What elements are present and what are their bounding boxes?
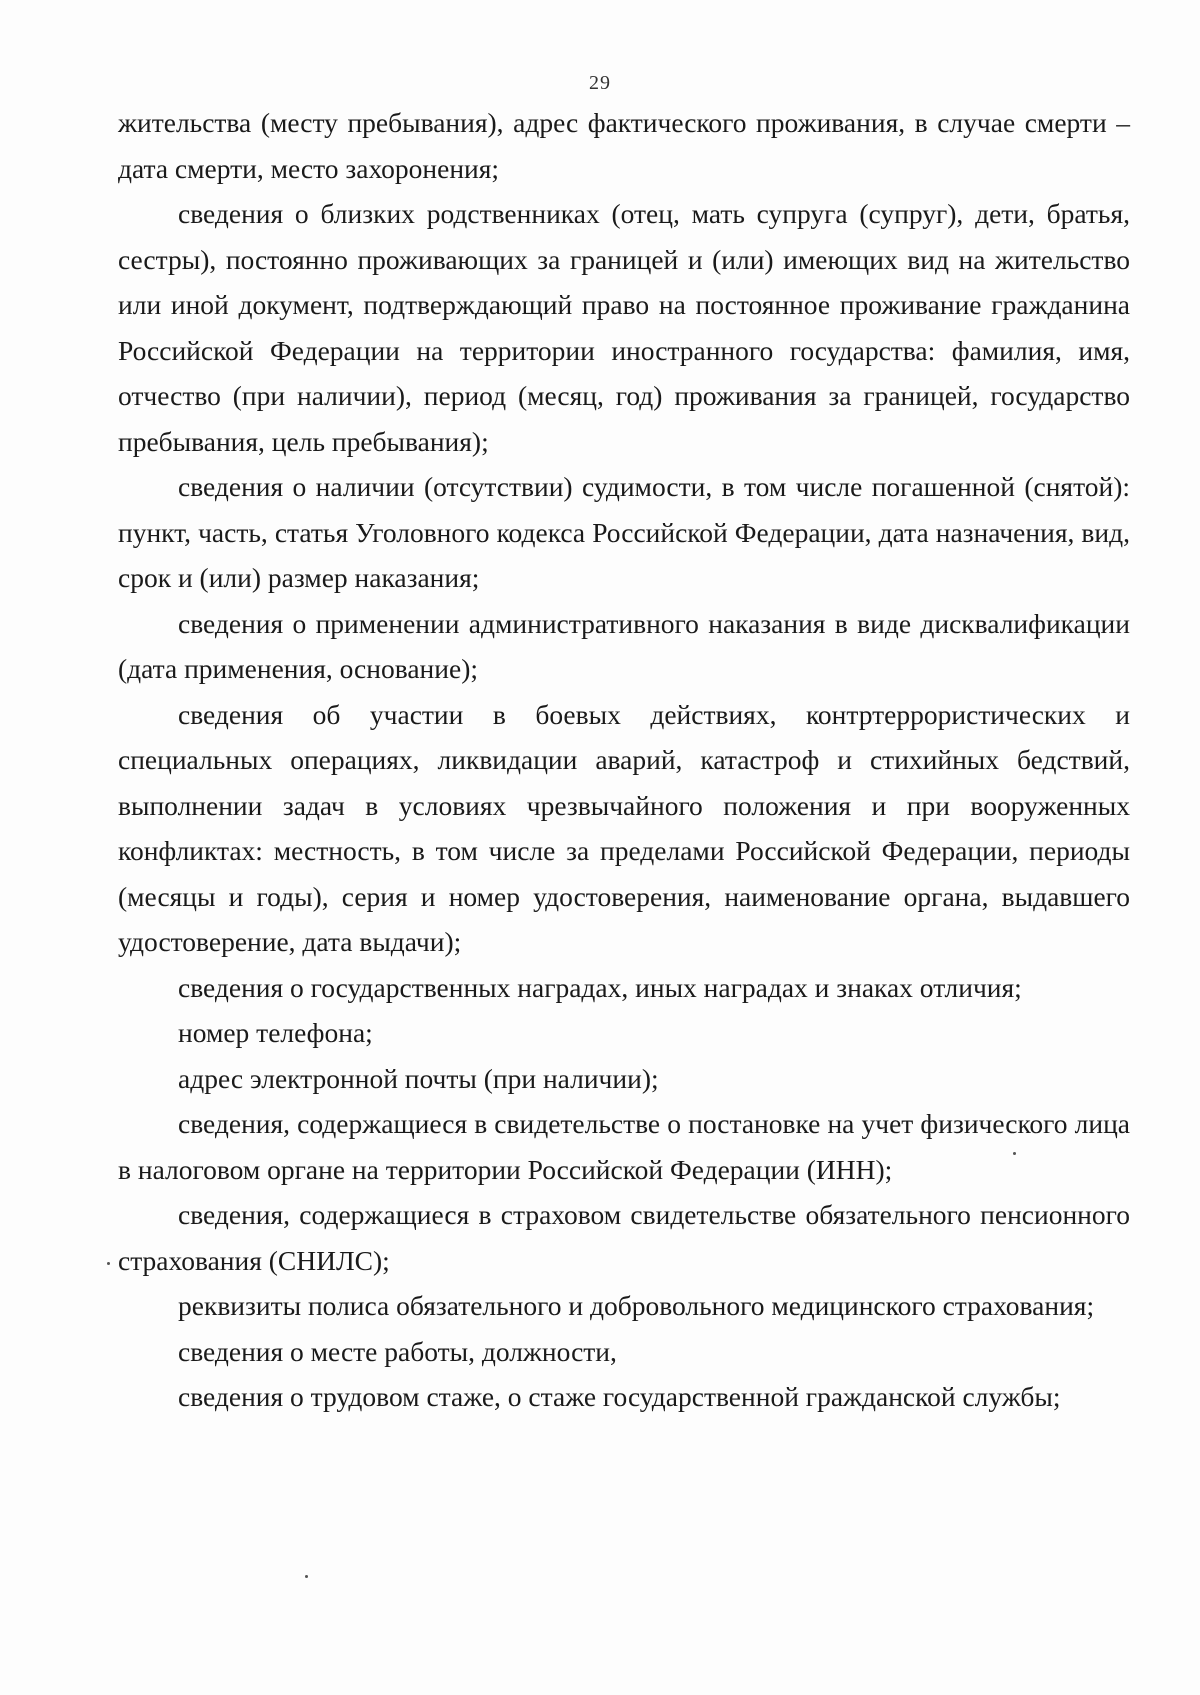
paragraph-disqualification: сведения о применении административного наказания в виде дисквалификации (дата применения, основание); [118, 607, 1130, 684]
paragraph-relatives-abroad: сведения о близких родственниках (отец, мать супруга (супруг), дети, братья, сестры), постоянно проживающих за границей и (или) имеющих вид на жительство или иной документ, подтверждающий право на постоянное проживание гражданина Российской Федерации на территории иностранного государства: фамилия, имя, отчество (при наличии), период (месяц, год) проживания за границей, государство пребывания, цель пребывания); [118, 198, 1130, 457]
paragraph-snils: сведения, содержащиеся в страховом свидетельстве обязательного пенсионного страхования (СНИЛС); [118, 1199, 1130, 1276]
document-body [118, 100, 1130, 1420]
paragraph-combat-participation: сведения об участии в боевых действиях, контртеррористических и специальных операциях, ликвидации аварий, катастроф и стихийных бедствий, выполнении задач в условиях чрезвычайного положения и при вооруженных конфликтах: местность, в том числе за пределами Российской Федерации, периоды (месяцы и годы), серия и номер удостоверения, наименование органа, выдавшего удостоверение, дата выдачи); [118, 698, 1130, 957]
scan-speck [107, 1262, 110, 1265]
paragraph-email: адрес электронной почты (при наличии); [178, 1062, 659, 1094]
paragraph-residence: жительства (месту пребывания), адрес фактического проживания, в случае смерти – дата смерти, место захоронения; [118, 107, 1130, 184]
paragraph-criminal-record: сведения о наличии (отсутствии) судимости, в том числе погашенной (снятой): пункт, часть, статья Уголовного кодекса Российской Федерации, дата назначения, вид, срок и (или) размер наказания; [118, 471, 1130, 593]
page-number: 29 [589, 72, 611, 94]
scan-speck [1013, 1152, 1016, 1155]
paragraph-awards: сведения о государственных наградах, иных наградах и знаках отличия; [178, 971, 1022, 1003]
paragraph-work-experience: сведения о трудовом стаже, о стаже государственной гражданской службы; [178, 1381, 1061, 1412]
paragraph-medical-insurance: реквизиты полиса обязательного и добровольного медицинского страхования; [178, 1290, 1095, 1321]
paragraph-workplace: сведения о месте работы, должности, [178, 1335, 617, 1367]
scan-speck [305, 1575, 308, 1578]
paragraph-phone: номер телефона; [178, 1017, 373, 1048]
paragraph-inn: сведения, содержащиеся в свидетельстве о постановке на учет физического лица в налоговом органе на территории Российской Федерации (ИНН); [118, 1108, 1130, 1185]
